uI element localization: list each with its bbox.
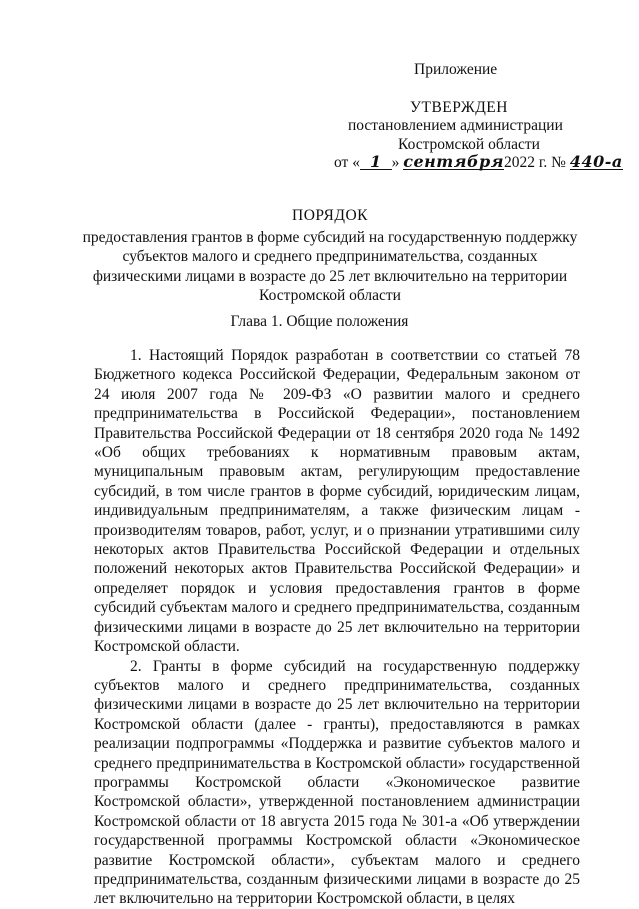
date-mid: »: [391, 154, 400, 171]
chapter-heading: Глава 1. Общие положения: [230, 313, 409, 330]
document-title: [60, 206, 600, 306]
paragraph: 1. Настоящий Порядок разработан в соответствии со статьей 78 Бюджетного кодекса Российской Федерации, Федеральным законом от 24 июля 2007 года № 209-ФЗ «О развитии малого и среднего предпринимательства в Российской Федерации», постановлением Правительства Российской Федерации от 18 сентября 2020 года № 1492 «Об общих требованиях к нормативным правовым актам, муниципальным правовым актам, регулирующим предоставление субсидий, в том числе грантов в форме субсидий, юридическим лицам, индивидуальным предпринимателям, а также физическим лицам - производителям товаров, работ, услуг, и о признании утратившими силу некоторых актов Правительства Российской Федерации и отдельных положений некоторых актов Правительства Российской Федерации» и определяет порядок и условия предоставления грантов в форме субсидий субъектам малого и среднего предпринимательства, созданным физическими лицами в возрасте до 25 лет включительно на территории Костромской области.: [94, 347, 580, 656]
title-subtitle-line: субъектов малого и среднего предпринимательства, созданных: [122, 248, 538, 265]
title-subtitle-line: физическими лицами в возрасте до 25 лет включительно на территории: [92, 267, 568, 285]
decree-by-line: постановлением администрации: [348, 117, 563, 134]
document-body: [94, 346, 580, 909]
document-number: 440-а: [569, 152, 623, 171]
title-main: ПОРЯДОК: [292, 207, 368, 224]
region-line: Костромской области: [398, 136, 540, 153]
decree-date-line: [334, 154, 623, 172]
title-subtitle-line: предоставления грантов в форме субсидий на государственную поддержку: [82, 228, 578, 246]
date-prefix: от «: [334, 154, 360, 171]
appendix-label: Приложение: [414, 61, 498, 78]
title-subtitle-line: Костромской области: [259, 287, 401, 304]
paragraph: 2. Гранты в форме субсидий на государственную поддержку субъектов малого и среднего предпринимательства, созданных физическими лицами в возрасте до 25 лет включительно на территории Костромской области (далее - гранты), предоставляются в рамках реализации подпрограммы «Поддержка и развитие субъектов малого и среднего предпринимательства в Костромской области» государственной программы Костромской области «Экономическое развитие Костромской области», утвержденной постановлением администрации Костромской области от 18 августа 2015 года № 301-а «Об утверждении государственной программы Костромской области «Экономическое развитие Костромской области», субъектам малого и среднего предпринимательства, созданным физическими лицами в возрасте до 25 лет включительно на территории Костромской области, в целях: [94, 657, 580, 908]
date-day: 1: [360, 154, 392, 170]
date-month: сентября: [403, 152, 504, 171]
date-year: 2022 г. №: [503, 154, 566, 171]
approved-label: УТВЕРЖДЕН: [410, 99, 508, 116]
